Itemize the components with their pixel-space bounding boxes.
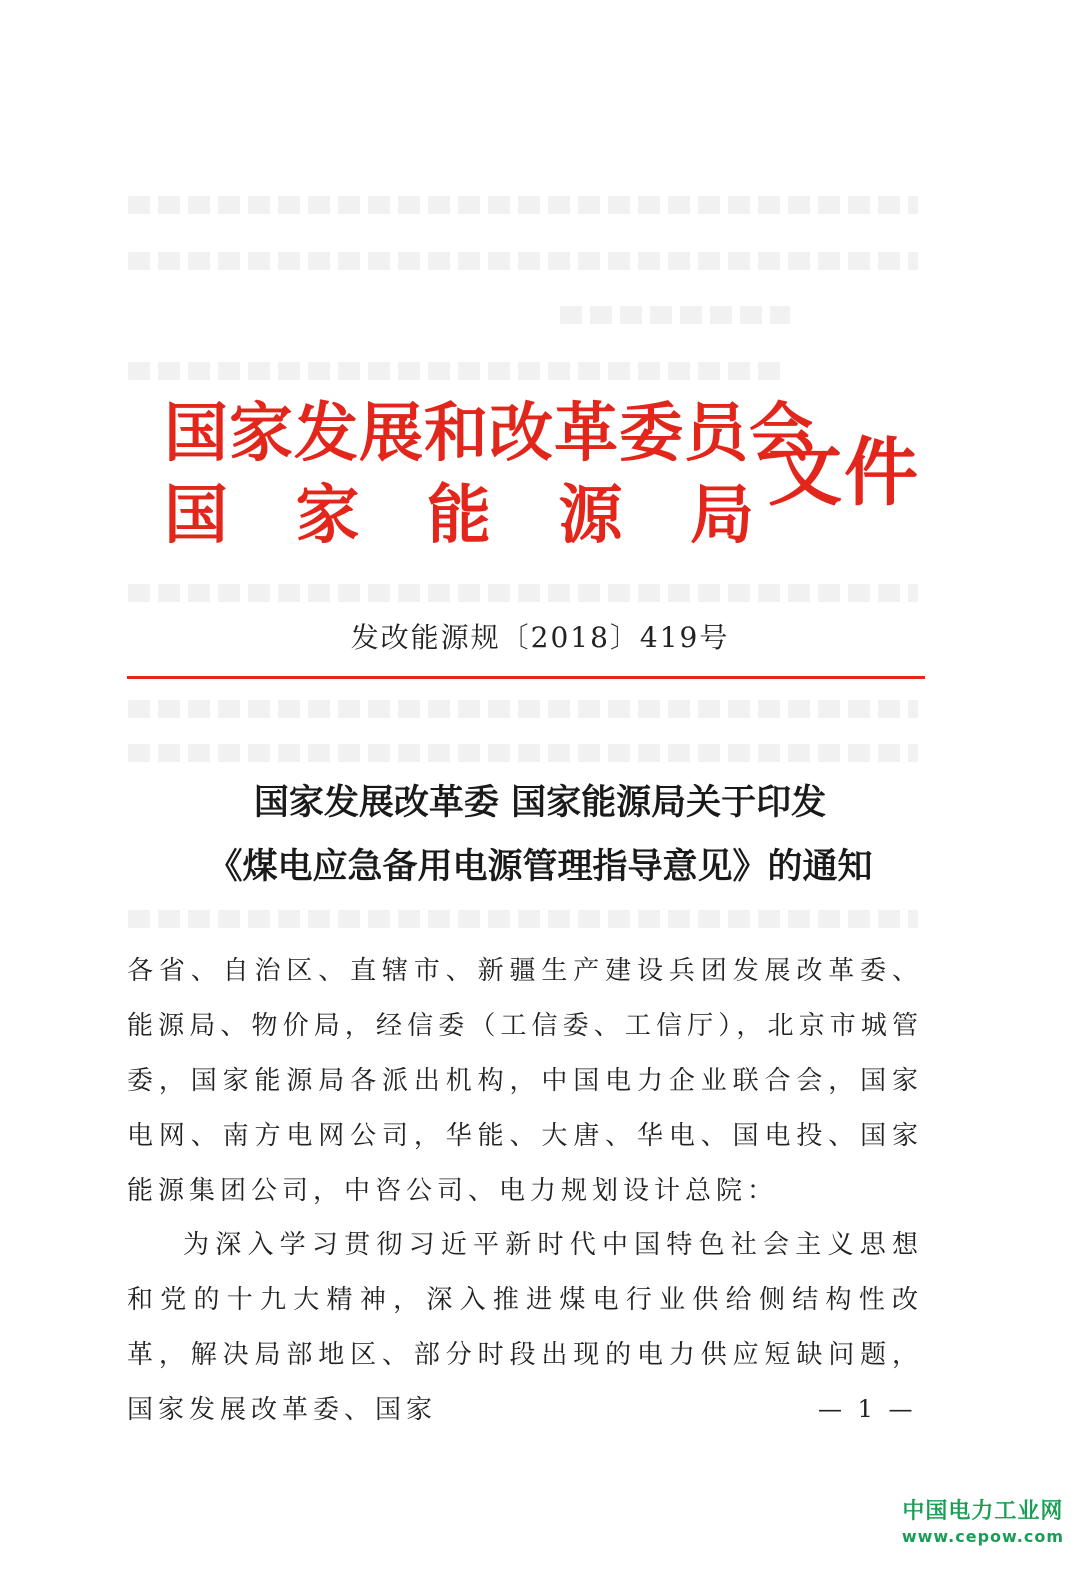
issuer-char: 源 — [558, 478, 623, 553]
red-divider-line — [127, 676, 925, 679]
bleed-through-line — [128, 700, 918, 718]
watermark-url: www.cepow.com — [901, 1527, 1064, 1546]
bleed-through-line — [128, 196, 918, 214]
bleed-through-line — [128, 362, 788, 380]
addressee-list: 各省、自治区、直辖市、新疆生产建设兵团发展改革委、能源局、物价局，经信委（工信委、工信厅），北京市城管委，国家能源局各派出机构，中国电力企业联合会，国家电网、南方电网公司，华能、大唐、华电、国电投、国家能源集团公司，中咨公司、电力规划设计总院： — [127, 956, 923, 1206]
issuer-name-nea — [164, 478, 754, 554]
bleed-through-line — [128, 252, 918, 270]
issuer-name-ndrc: 国家发展和改革委员会 — [164, 396, 814, 471]
bleed-through-line — [128, 744, 918, 762]
document-title-line-2: 《煤电应急备用电源管理指导意见》的通知 — [207, 847, 873, 887]
watermark-name: 中国电力工业网 — [902, 1499, 1064, 1524]
site-watermark — [902, 1498, 1064, 1548]
body-paragraph: 为深入学习贯彻习近平新时代中国特色社会主义思想和党的十九大精神，深入推进煤电行业供给侧结构性改革，解决局部地区、部分时段出现的电力供应短缺问题，国家发展改革委、国家 — [127, 1230, 923, 1425]
issuer-char: 国 — [164, 478, 228, 553]
bleed-through-line — [128, 584, 918, 602]
document-number: 发改能源规〔2018〕419号 — [350, 621, 730, 654]
document-type-label: 文件 — [768, 430, 920, 516]
issuer-char: 局 — [690, 478, 754, 553]
bleed-through-line — [560, 306, 790, 324]
issuer-char: 家 — [295, 478, 360, 553]
bleed-through-line — [128, 910, 918, 928]
issuer-char: 能 — [427, 478, 491, 553]
document-title-line-1: 国家发展改革委 国家能源局关于印发 — [253, 783, 827, 823]
page-number: — 1 — — [818, 1395, 917, 1423]
